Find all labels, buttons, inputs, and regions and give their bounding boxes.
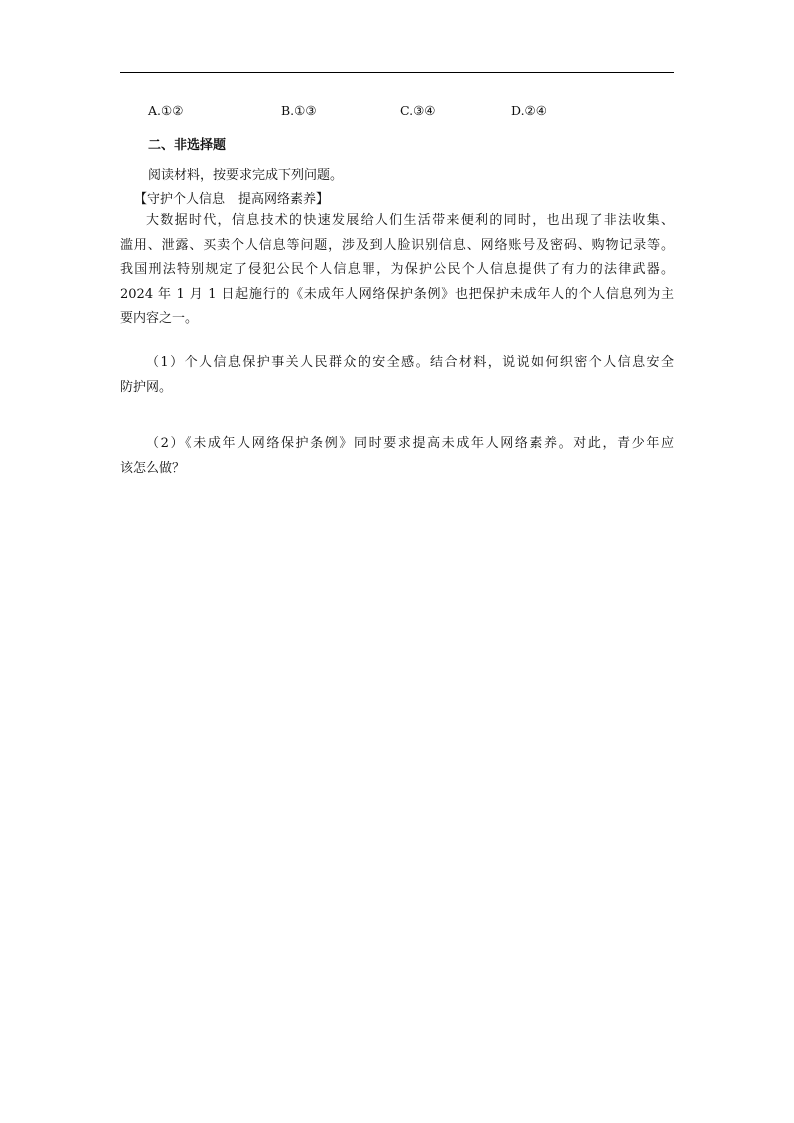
header-rule [120, 72, 674, 73]
option-c: C.③④ [400, 103, 436, 118]
option-a: A.①② [148, 103, 184, 118]
section-heading: 二、非选择题 [148, 138, 227, 153]
material-line: 我国刑法特别规定了侵犯公民个人信息罪，为保护公民个人信息提供了有力的法律武器。 [120, 262, 674, 277]
material-line: 大数据时代，信息技术的快速发展给人们生活带来便利的同时，也出现了非法收集、 [146, 213, 674, 228]
material-paragraph [120, 209, 674, 332]
material-line: 滥用、泄露、买卖个人信息等问题，涉及到人脸识别信息、网络账号及密码、购物记录等。 [120, 237, 674, 253]
question-1-line: （1）个人信息保护事关人民群众的安全感。结合材料，说说如何织密个人信息安全 [146, 355, 674, 370]
material-line: 2024 年 1 月 1 日起施行的《未成年人网络保护条例》也把保护未成年人的个人信息列为主 [120, 286, 674, 302]
material-title: 【守护个人信息 提高网络素养】 [134, 192, 330, 207]
option-b: B.①③ [281, 103, 317, 118]
question-1 [120, 351, 674, 400]
option-d: D.②④ [511, 103, 547, 118]
question-2 [120, 432, 674, 481]
answer-options [0, 103, 794, 123]
instruction-text: 阅读材料，按要求完成下列问题。 [148, 168, 344, 183]
question-1-line: 防护网。 [120, 379, 173, 395]
question-2-line: 该怎么做？ [120, 460, 186, 476]
question-2-line: （2）《未成年人网络保护条例》同时要求提高未成年人网络素养。对此，青少年应 [146, 436, 674, 451]
material-line: 要内容之一。 [120, 311, 199, 326]
